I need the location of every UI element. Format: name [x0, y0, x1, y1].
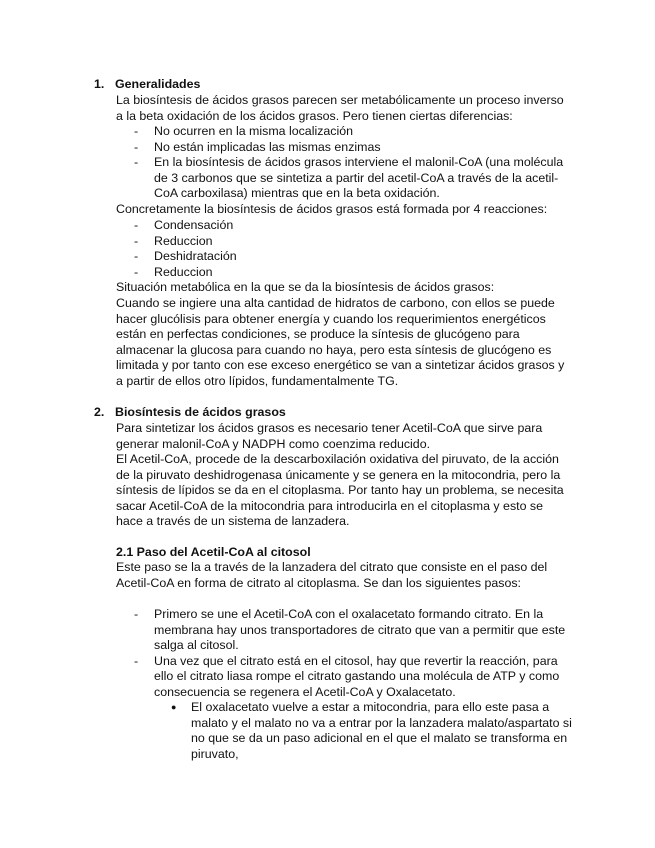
section-2-title: Biosíntesis de ácidos grasos — [115, 405, 286, 419]
reactions-intro: Concretamente la biosíntesis de ácidos grasos está formada por 4 reacciones: — [116, 202, 548, 216]
section-1-title: Generalidades — [115, 77, 201, 91]
situation-title: Situación metabólica en la que se da la biosíntesis de ácidos grasos: — [116, 280, 495, 294]
bullets-list — [153, 700, 573, 762]
section-2-heading — [94, 405, 286, 421]
subsection-2-1-title: 2.1 Paso del Acetil-CoA al citosol — [116, 545, 311, 559]
subsection-2-1-intro: Este paso se la a través de la lanzadera del citrato que consiste en el paso del Acetil-CoA en forma de citrato al citoplasma. Se dan los siguientes pasos: — [116, 560, 548, 590]
list-item: - Condensación — [116, 218, 572, 234]
list-item: - En la biosíntesis de ácidos grasos interviene el malonil-CoA (una molécula de 3 carbonos que se sintetiza a partir del acetil-CoA a través de la acetil-CoA carboxilasa) mientras que en la beta oxidación. — [116, 155, 572, 202]
steps-list — [116, 607, 572, 701]
section-2-para-2: El Acetil-CoA, procede de la descarboxilación oxidativa del piruvato, de la acción de la piruvato deshidrogenasa únicamente y se genera en la mitocondria, pero la síntesis de lípidos se da en el citoplasma. Por tanto hay un problema, se necesita sacar Acetil-CoA de la mitocondria para introducirla en el citoplasma y esto se hace a través de un sistema de lanzadera. — [116, 452, 564, 529]
list-item: ● El oxalacetato vuelve a estar a mitocondria, para ello este pasa a malato y el malato no va a entrar por la lanzadera malato/aspartato si no que se da un paso adicional en el que el malato se transforma en piruvato, — [153, 700, 573, 762]
section-2-para-1: Para sintetizar los ácidos grasos es necesario tener Acetil-CoA que sirve para generar malonil-CoA y NADPH como coenzima reducido. — [116, 421, 543, 451]
section-1-heading — [94, 77, 200, 93]
list-item: - Deshidratación — [116, 249, 572, 265]
list-item: - No ocurren en la misma localización — [116, 124, 572, 140]
list-item: - No están implicadas las mismas enzimas — [116, 140, 572, 156]
section-1-intro: La biosíntesis de ácidos grasos parecen ser metabólicamente un proceso inverso a la beta oxidación de los ácidos grasos. Pero tienen ciertas diferencias: — [116, 93, 564, 123]
section-1-number: 1. — [94, 77, 105, 91]
list-item: - Reduccion — [116, 265, 572, 281]
list-item: - Reduccion — [116, 234, 572, 250]
list-item: - Primero se une el Acetil-CoA con el oxalacetato formando citrato. En la membrana hay unos transportadores de citrato que van a permitir que este salga al citosol. — [116, 607, 572, 654]
situation-text: Cuando se ingiere una alta cantidad de hidratos de carbono, con ellos se puede hacer glucólisis para obtener energía y cuando los requerimientos energéticos están en perfectas condiciones, se produce la síntesis de glucógeno para almacenar la glucosa para cuando no haya, pero esta síntesis de glucógeno es limitada y por tanto con ese exceso energético se van a sintetizar ácidos grasos y a partir de ellos otro lípidos, fundamentalmente TG. — [116, 296, 565, 388]
section-2-number: 2. — [94, 405, 105, 419]
reactions-list — [116, 218, 572, 280]
list-item: - Una vez que el citrato está en el citosol, hay que revertir la reacción, para ello el citrato liasa rompe el citrato gastando una molécula de ATP y como consecuencia se regenera el Acetil-CoA y Oxalacetato. — [116, 654, 572, 701]
differences-list — [116, 124, 572, 202]
